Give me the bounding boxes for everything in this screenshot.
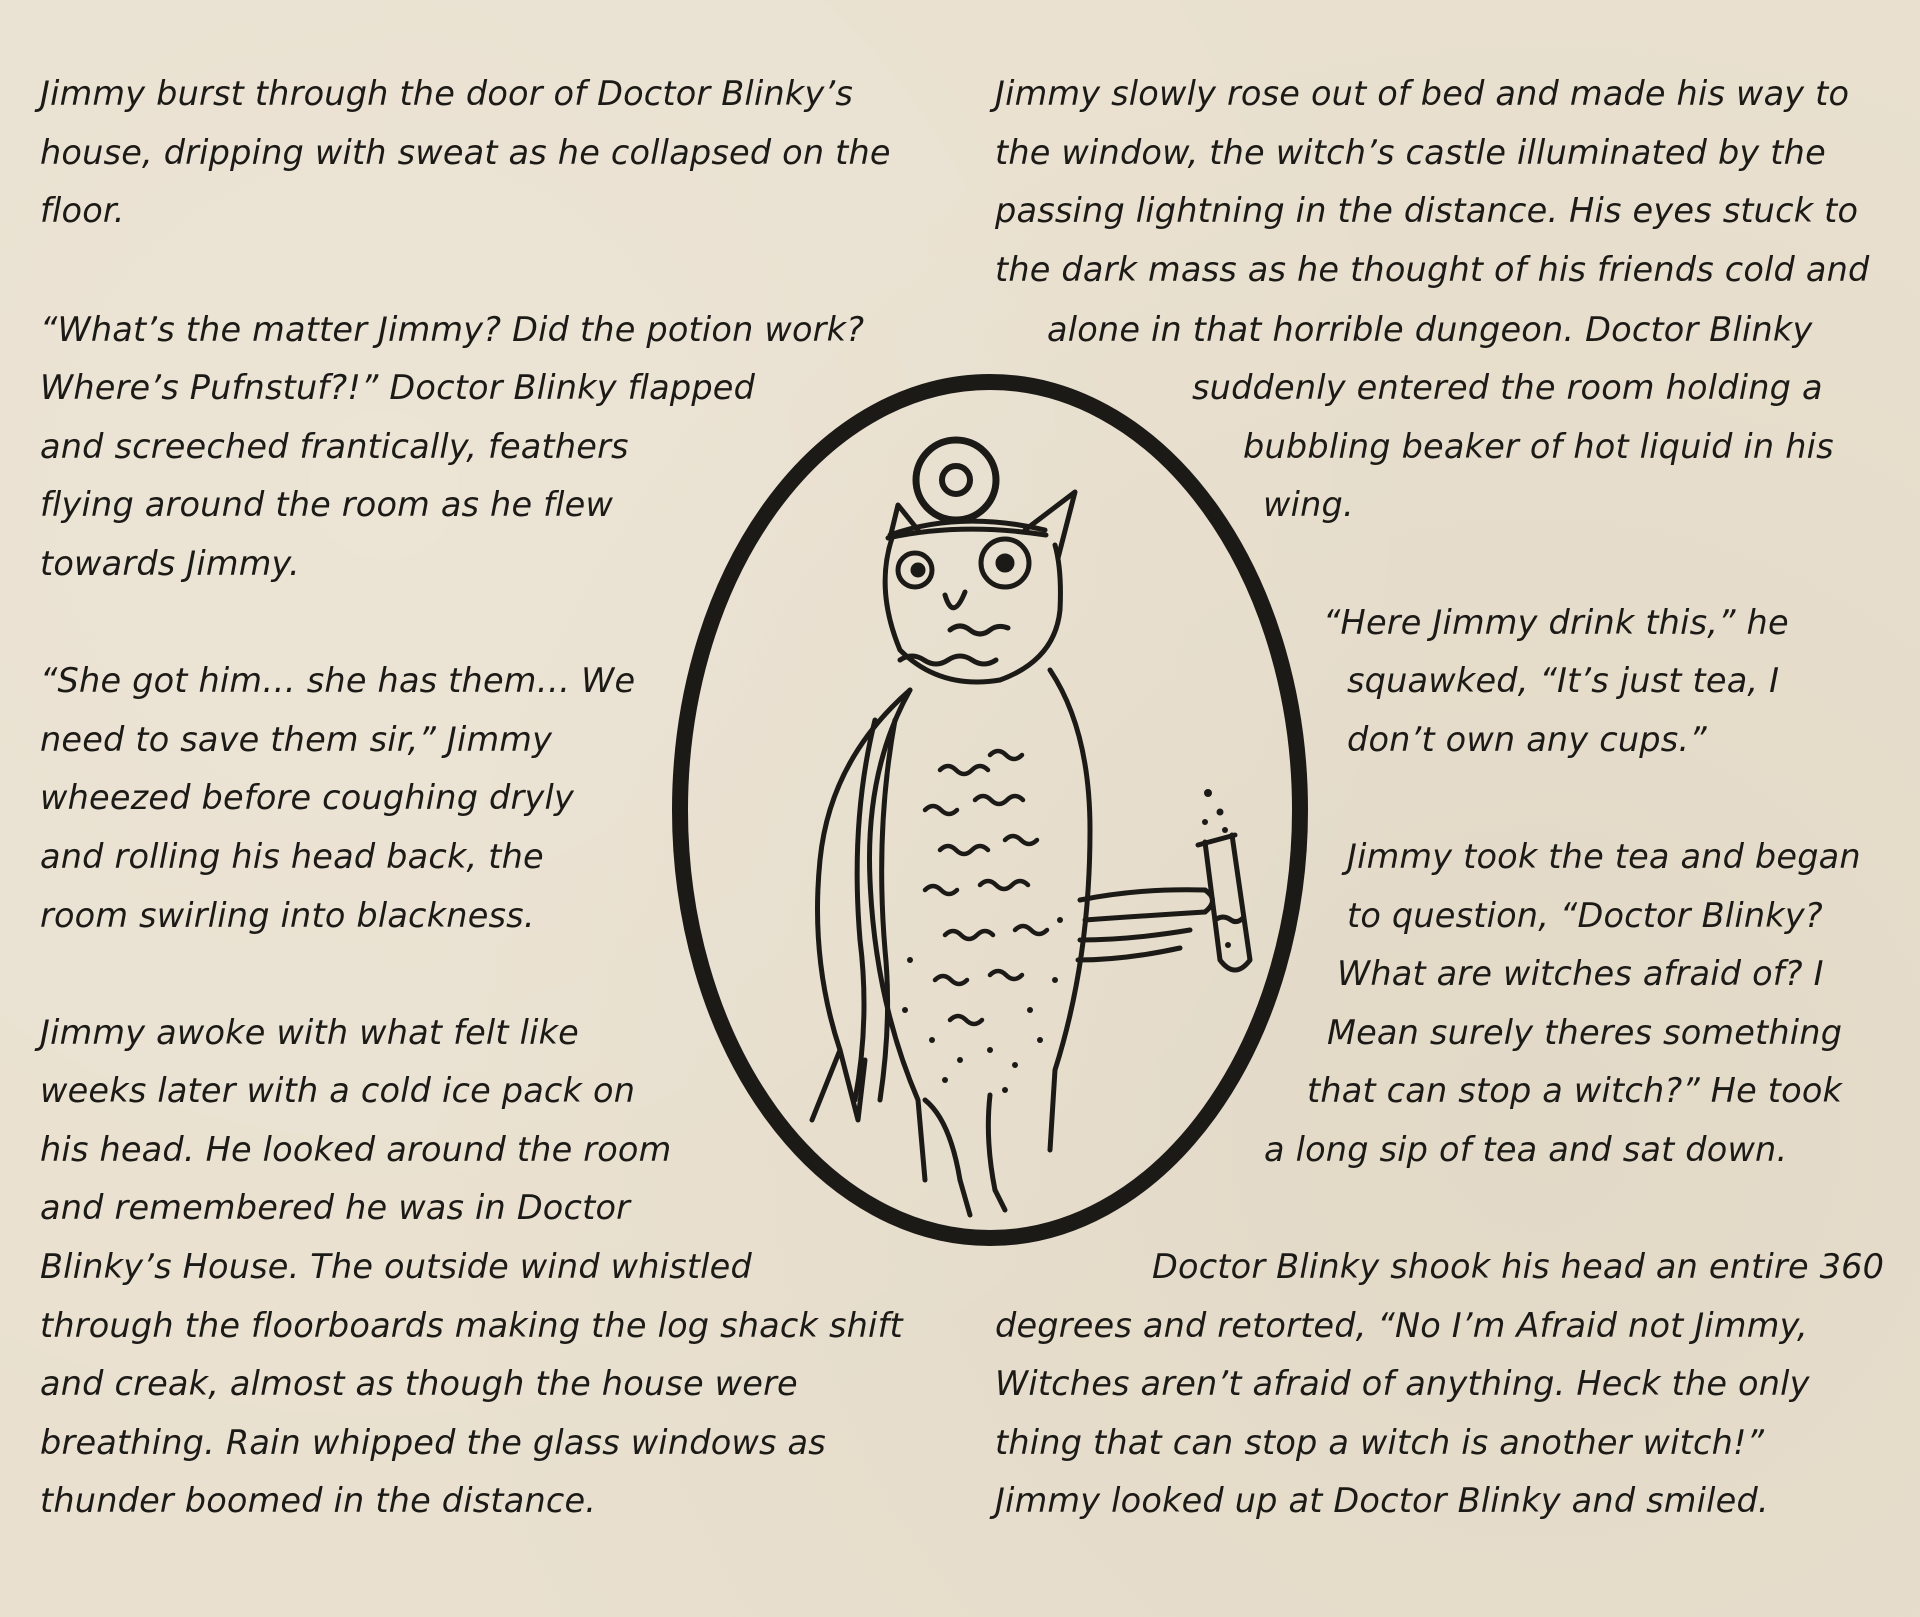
right-p3-line-2: to question, “Doctor Blinky? <box>1347 896 1823 935</box>
left-p2-line-1: “What’s the matter Jimmy? Did the potion work? <box>40 310 865 349</box>
left-p4-line-1: Jimmy awoke with what felt like <box>40 1013 579 1052</box>
left-p4-line-5: Blinky’s House. The outside wind whistled <box>40 1247 752 1286</box>
right-p1-line-4: the dark mass as he thought of his friends cold and <box>995 250 1870 289</box>
right-p2-line-2: squawked, “It’s just tea, I <box>1347 661 1780 700</box>
right-p3-line-6: a long sip of tea and sat down. <box>1264 1130 1788 1169</box>
right-p3-line-4: Mean surely theres something <box>1327 1013 1843 1052</box>
right-p4-line-2: degrees and retorted, “No I’m Afraid not Jimmy, <box>995 1306 1808 1345</box>
right-p3-line-5: that can stop a witch?” He took <box>1307 1071 1843 1110</box>
right-p1-line-8: wing. <box>1263 485 1354 524</box>
left-p2-line-3: and screeched frantically, feathers <box>40 427 629 466</box>
left-p1-line-2: house, dripping with sweat as he collapsed on the <box>40 133 891 172</box>
left-p4-line-8: breathing. Rain whipped the glass windows as <box>40 1423 826 1462</box>
right-p2-line-1: “Here Jimmy drink this,” he <box>1323 603 1789 642</box>
left-p2-line-2: Where’s Pufnstuf?!” Doctor Blinky flapped <box>40 368 756 407</box>
left-p3-line-2: need to save them sir,” Jimmy <box>40 720 553 759</box>
left-p3-line-5: room swirling into blackness. <box>40 896 535 935</box>
right-p3-line-1: Jimmy took the tea and began <box>1347 837 1861 876</box>
beaker-icon <box>1198 789 1250 970</box>
right-p3-line-3: What are witches afraid of? I <box>1337 954 1824 993</box>
right-p1-line-5: alone in that horrible dungeon. Doctor Blinky <box>1047 310 1813 349</box>
right-p4-line-5: Jimmy looked up at Doctor Blinky and smiled. <box>995 1481 1769 1520</box>
left-p2-line-4: flying around the room as he flew <box>40 485 614 524</box>
left-p4-line-6: through the floorboards making the log shack shift <box>40 1306 903 1345</box>
left-p4-line-4: and remembered he was in Doctor <box>40 1188 631 1227</box>
owl-doctor-with-beaker-icon <box>660 360 1320 1260</box>
left-p4-line-2: weeks later with a cold ice pack on <box>40 1071 636 1110</box>
left-p1-line-3: floor. <box>40 191 125 230</box>
right-p1-line-3: passing lightning in the distance. His eyes stuck to <box>995 191 1859 230</box>
right-p1-line-6: suddenly entered the room holding a <box>1192 368 1823 407</box>
left-p4-line-7: and creak, almost as though the house were <box>40 1364 798 1403</box>
left-p3-line-3: wheezed before coughing dryly <box>40 778 575 817</box>
right-p1-line-1: Jimmy slowly rose out of bed and made his way to <box>995 74 1850 113</box>
left-p1-line-1: Jimmy burst through the door of Doctor Blinky’s <box>40 74 854 113</box>
right-p4-line-1: Doctor Blinky shook his head an entire 360 <box>1152 1247 1885 1286</box>
right-p1-line-2: the window, the witch’s castle illuminated by the <box>995 133 1826 172</box>
left-p3-line-4: and rolling his head back, the <box>40 837 544 876</box>
right-p4-line-4: thing that can stop a witch is another witch!” <box>995 1423 1765 1462</box>
left-p4-line-3: his head. He looked around the room <box>40 1130 672 1169</box>
right-p1-line-7: bubbling beaker of hot liquid in his <box>1243 427 1834 466</box>
left-p4-line-9: thunder boomed in the distance. <box>40 1481 597 1520</box>
left-p3-line-1: “She got him… she has them… We <box>40 661 636 700</box>
right-p4-line-3: Witches aren’t afraid of anything. Heck the only <box>995 1364 1810 1403</box>
left-p2-line-5: towards Jimmy. <box>40 544 300 583</box>
owl-figure <box>812 440 1250 1215</box>
right-p2-line-3: don’t own any cups.” <box>1347 720 1707 759</box>
